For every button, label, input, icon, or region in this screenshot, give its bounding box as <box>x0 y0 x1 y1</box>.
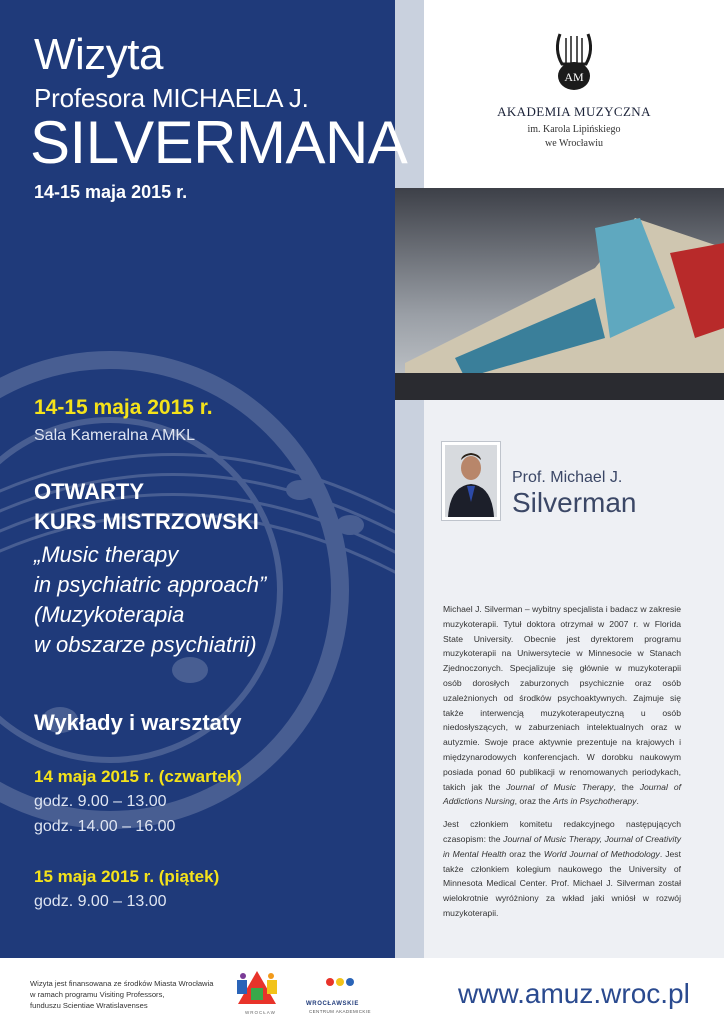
wca-logo-name: WROCŁAWSKIE <box>306 1001 359 1007</box>
academy-logo-box <box>424 0 724 188</box>
event-date: 14-15 maja 2015 r. <box>34 396 213 419</box>
course-title-line2: KURS MISTRZOWSKI <box>34 509 259 534</box>
hour-slot: godz. 14.00 – 16.00 <box>34 818 176 835</box>
title-visit: Wizyta <box>34 30 163 79</box>
biography-text <box>443 602 681 929</box>
professor-name-surname: Silverman <box>512 487 637 518</box>
title-surname: SILVERMANA <box>30 109 408 176</box>
website-link[interactable]: www.amuz.wroc.pl <box>458 978 690 1009</box>
academy-name: AKADEMIA MUZYCZNA <box>497 104 651 119</box>
professor-photo <box>441 441 501 521</box>
topic-line: in psychiatric approach” <box>34 572 267 597</box>
course-topic <box>34 540 266 660</box>
topic-line: w obszarze psychiatrii) <box>34 632 257 657</box>
topic-line: „Music therapy <box>34 542 179 567</box>
lectures-heading: Wykłady i warsztaty <box>34 710 242 735</box>
wca-logo-sub: CENTRUM AKADEMICKIE <box>309 1009 371 1014</box>
hour-slot: godz. 9.00 – 13.00 <box>34 793 167 810</box>
logo-letters: AM <box>564 70 584 84</box>
wca-logo-icon <box>325 976 357 988</box>
academy-city: we Wrocławiu <box>544 138 603 149</box>
lyre-logo-icon <box>552 30 596 94</box>
bio-paragraph: Michael J. Silverman – wybitny specjalista i badacz w zakresie muzykoterapii. Tytuł doktora otrzymał w 2007 r. w Florida State University. Obecnie jest dyrektorem programu muzykoterapii na Uniwersytecie w Minnesocie w Stanach Zjednoczonych. Specjalizuje się głównie w muzykoterapii osób dorosłych zaburzonych psychicznie oraz osób uzależnionych od środków psychoaktywnych. Zajmuje się także interwencją muzykoterapeutyczną u osób niedosłyszących, w zaburzeniach intelektualnych oraz w autyzmie. Swoje prace aktywnie prezentuje na krajowych i międzynarodowych konferencjach. W dorobku naukowym posiada ponad 60 publikacji w renomowanych periodykach, takich jak the Journal of Music Therapy, the Journal of Addictions Nursing, oraz the Arts in Psychotherapy. <box>443 604 681 807</box>
funding-note: Wizyta jest finansowana ze środków Miasta Wrocławia w ramach programu Visiting Professors, funduszu Scientiae Wratislavenses <box>30 979 214 1010</box>
portrait-image <box>442 442 500 520</box>
course-title-line1: OTWARTY <box>34 479 144 504</box>
event-venue: Sala Kameralna AMKL <box>34 427 195 444</box>
wroclaw-city-logo <box>235 968 279 1008</box>
title-professor: Profesora MICHAELA J. <box>34 83 309 113</box>
header-dates: 14-15 maja 2015 r. <box>34 182 188 202</box>
day-heading-thursday: 14 maja 2015 r. (czwartek) <box>34 767 242 786</box>
topic-line: (Muzykoterapia <box>34 602 185 627</box>
hour-slot: godz. 9.00 – 13.00 <box>34 893 167 910</box>
bio-paragraph: Jest członkiem komitetu redakcyjnego następujących czasopism: the Journal of Music Therapy, Journal of Creativity in Mental Health oraz the World Journal of Methodology. Jest także członkiem kolegium naukowego the University of Minnesota Medical Center. Prof. Michael J. Silverman został wielokrotnie wyróżniony za wkład jaki wniósł w rozwój muzykoterapii. <box>443 819 682 918</box>
building-photo <box>395 188 724 400</box>
academy-patron: im. Karola Lipińskiego <box>527 124 621 135</box>
wroclaw-logo-caption: WROCŁAW <box>245 1010 276 1015</box>
professor-name-first: Prof. Michael J. <box>512 469 623 486</box>
day-heading-friday: 15 maja 2015 r. (piątek) <box>34 867 220 886</box>
